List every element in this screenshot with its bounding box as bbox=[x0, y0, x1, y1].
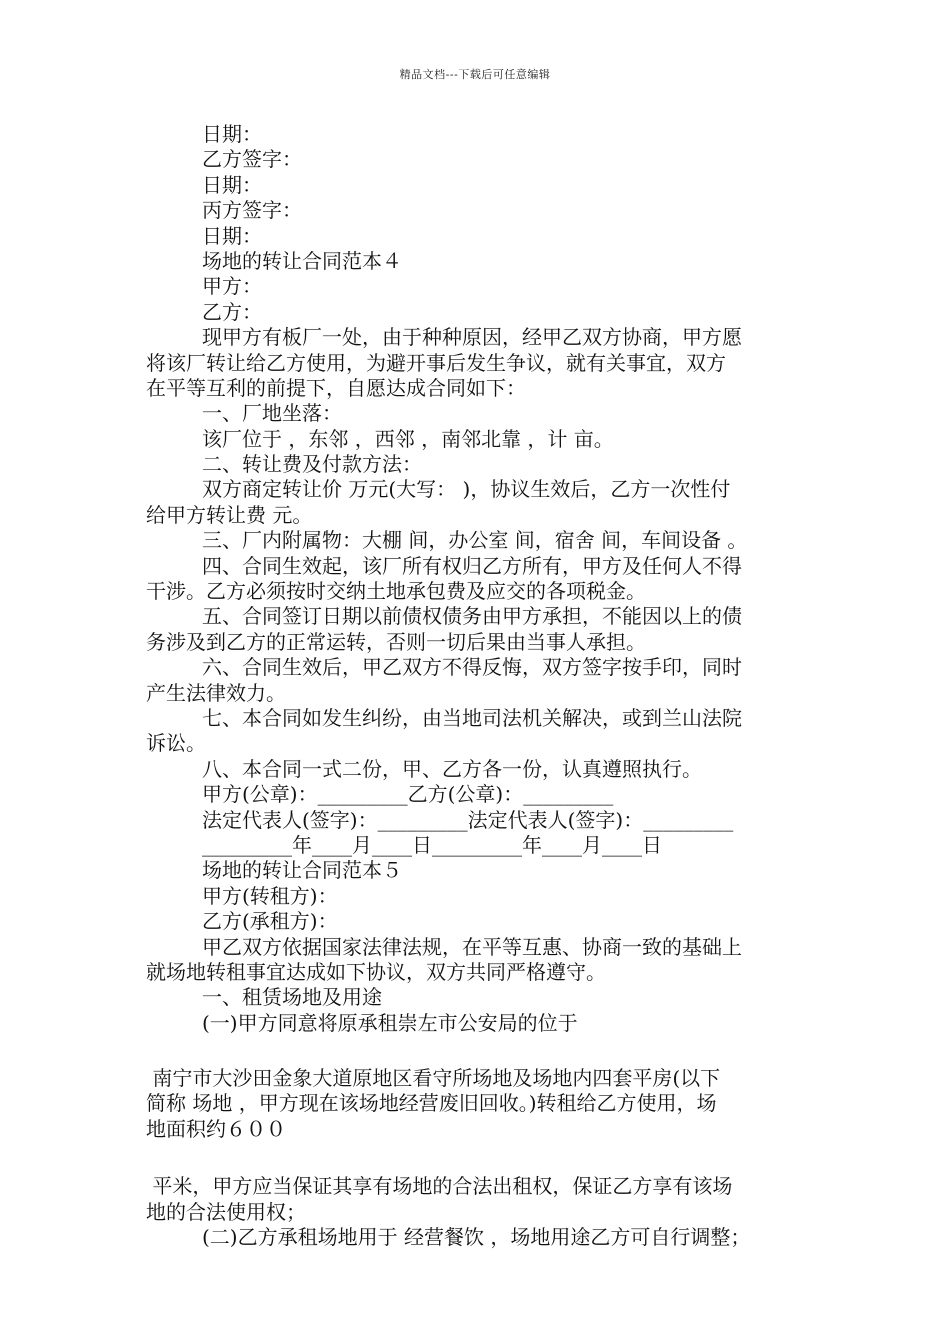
text-line: _________年____月____日_________年____月____日 bbox=[202, 832, 662, 857]
text-line: 务涉及到乙方的正常运转，否则一切后果由当事人承担。 bbox=[146, 629, 646, 654]
page-header: 精品文档---下载后可任意编辑 bbox=[399, 68, 551, 81]
text-line: 诉讼。 bbox=[146, 731, 206, 756]
text-line: 平米，甲方应当保证其享有场地的合法出租权，保证乙方享有该场 bbox=[146, 1174, 733, 1199]
contract-section-a bbox=[146, 122, 826, 1036]
paragraph-gap bbox=[146, 1142, 826, 1174]
text-line: 一、租赁场地及用途 bbox=[202, 985, 382, 1010]
text-line: 五、合同签订日期以前债权债务由甲方承担，不能因以上的债 bbox=[202, 604, 742, 629]
text-line: 六、合同生效后，甲乙双方不得反悔，双方签字按手印，同时 bbox=[202, 655, 742, 680]
text-line: 南宁市大沙田金象大道原地区看守所场地及场地内四套平房(以下 bbox=[146, 1066, 721, 1091]
text-line: 甲乙双方依据国家法律法规，在平等互惠、协商一致的基础上 bbox=[202, 934, 742, 959]
text-line: 日期： bbox=[202, 172, 262, 197]
text-line: 甲方： bbox=[202, 274, 262, 299]
text-line: 乙方签字： bbox=[202, 147, 302, 172]
text-line: 四、合同生效起，该厂所有权归乙方所有，甲方及任何人不得 bbox=[202, 553, 742, 578]
text-line: 将该厂转让给乙方使用，为避开事后发生争议，就有关事宜，双方 bbox=[146, 350, 726, 375]
text-line: 八、本合同一式二份，甲、乙方各一份，认真遵照执行。 bbox=[202, 756, 702, 781]
text-line: 在平等互利的前提下，自愿达成合同如下： bbox=[146, 375, 526, 400]
text-line: 地的合法使用权； bbox=[146, 1199, 306, 1224]
text-line: 甲方(公章)：_________乙方(公章)：_________ bbox=[202, 782, 614, 807]
text-line: (一)甲方同意将原承租崇左市公安局的位于 bbox=[202, 1010, 578, 1035]
text-line: 产生法律效力。 bbox=[146, 680, 286, 705]
text-line: 七、本合同如发生纠纷，由当地司法机关解决，或到兰山法院 bbox=[202, 705, 742, 730]
text-line: 乙方(承租方)： bbox=[202, 909, 338, 934]
text-line: 二、转让费及付款方法： bbox=[202, 452, 422, 477]
contract-section-c bbox=[146, 1174, 826, 1250]
text-line: 法定代表人(签字)：_________法定代表人(签字)：_________ bbox=[202, 807, 734, 832]
text-line: 该厂位于 ，东邻 ，西邻 ，南邻北靠 ，计 亩。 bbox=[202, 426, 614, 451]
text-line: 三、厂内附属物：大棚 间，办公室 间，宿舍 间，车间设备 。 bbox=[202, 528, 748, 553]
text-line: 甲方(转租方)： bbox=[202, 883, 338, 908]
text-line: 就场地转租事宜达成如下协议，双方共同严格遵守。 bbox=[146, 959, 606, 984]
paragraph-gap bbox=[146, 1036, 826, 1066]
text-line: 丙方签字： bbox=[202, 198, 302, 223]
text-line: 日期： bbox=[202, 122, 262, 146]
text-line: 场地的转让合同范本４ bbox=[202, 248, 402, 273]
text-line: (二)乙方承租场地用于 经营餐饮 ，场地用途乙方可自行调整； bbox=[202, 1225, 751, 1250]
contract-section-b bbox=[146, 1066, 826, 1142]
text-line: 简称 场地 ，甲方现在该场地经营废旧回收。)转租给乙方使用，场 bbox=[146, 1091, 717, 1116]
document-body bbox=[146, 122, 826, 1250]
text-line: 给甲方转让费 元。 bbox=[146, 502, 313, 527]
text-line: 场地的转让合同范本５ bbox=[202, 858, 402, 883]
text-line: 日期： bbox=[202, 223, 262, 248]
text-line: 乙方： bbox=[202, 299, 262, 324]
text-line: 双方商定转让价 万元(大写： )，协议生效后，乙方一次性付 bbox=[202, 477, 731, 502]
text-line: 现甲方有板厂一处，由于种种原因，经甲乙双方协商，甲方愿 bbox=[202, 325, 742, 350]
text-line: 一、厂地坐落： bbox=[202, 401, 342, 426]
text-line: 地面积约６００ bbox=[146, 1116, 286, 1141]
text-line: 干涉。乙方必须按时交纳土地承包费及应交的各项税金。 bbox=[146, 579, 646, 604]
